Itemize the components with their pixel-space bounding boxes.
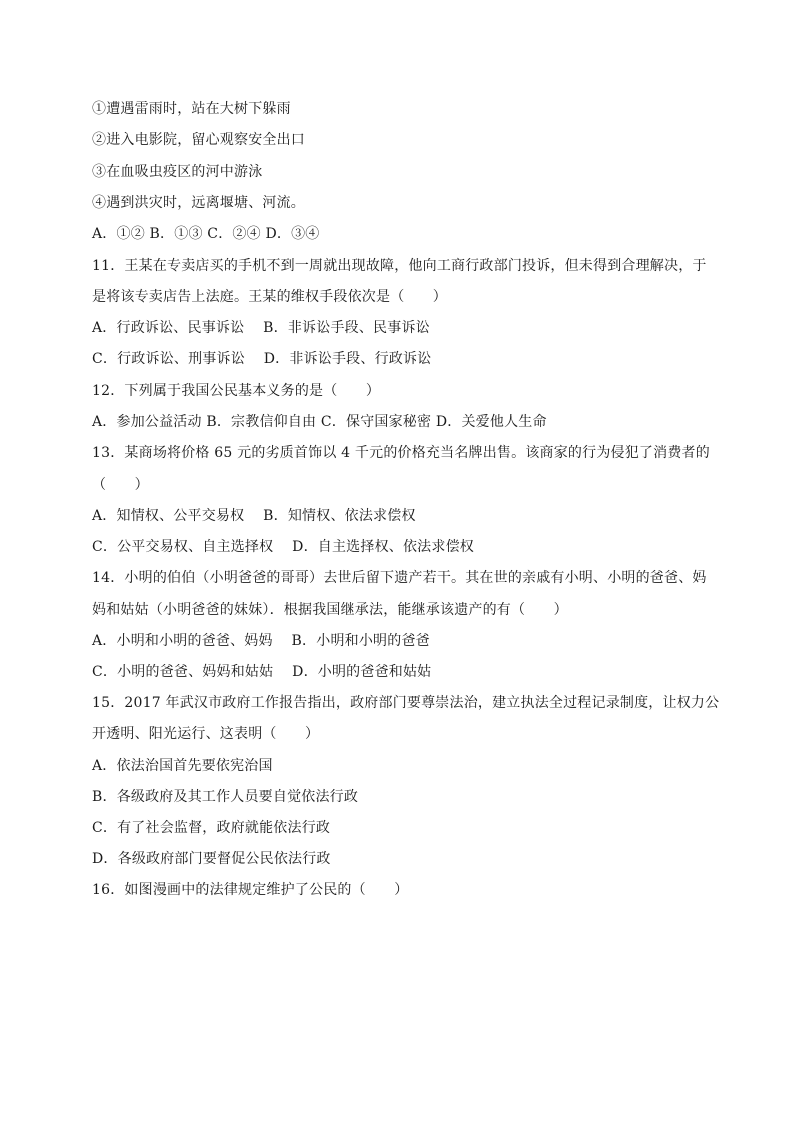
answer-options-11-row-1: A．行政诉讼、民事诉讼 B．非诉讼手段、民事诉讼	[92, 320, 430, 336]
question-16: 16．如图漫画中的法律规定维护了公民的（ ）	[92, 882, 409, 898]
option-line-2: ②进入电影院，留心观察安全出口	[92, 132, 305, 148]
answer-options-11-row-2: C．行政诉讼、刑事诉讼 D．非诉讼手段、行政诉讼	[92, 351, 432, 367]
question-11-line-1: 11．王某在专卖店买的手机不到一周就出现故障，他向工商行政部门投诉，但未得到合理解决，于	[92, 258, 707, 274]
answer-option-15-a: A．依法治国首先要依宪治国	[92, 758, 273, 774]
option-line-1: ①遭遇雷雨时，站在大树下躲雨	[92, 101, 291, 117]
question-12: 12．下列属于我国公民基本义务的是（ ）	[92, 383, 381, 399]
answer-options-13-row-2: C．公平交易权、自主选择权 D．自主选择权、依法求偿权	[92, 539, 474, 555]
answer-options-12: A．参加公益活动 B．宗教信仰自由 C．保守国家秘密 D．关爱他人生命	[92, 414, 547, 430]
answer-options-13-row-1: A．知情权、公平交易权 B．知情权、依法求偿权	[92, 508, 416, 524]
question-14-line-2: 妈和姑姑（小明爸爸的妹妹）．根据我国继承法，能继承该遗产的有（ ）	[92, 602, 568, 618]
answer-option-15-b: B．各级政府及其工作人员要自觉依法行政	[92, 789, 359, 805]
question-14-line-1: 14．小明的伯伯（小明爸爸的哥哥）去世后留下遗产若干。其在世的亲戚有小明、小明的爸爸、妈	[92, 570, 707, 586]
question-11-line-2: 是将该专卖店告上法庭。王某的维权手段依次是（ ）	[92, 289, 447, 305]
answer-option-15-d: D．各级政府部门要督促公民依法行政	[92, 851, 331, 867]
question-13-line-2: （ ）	[92, 477, 149, 493]
question-15-line-2: 开透明、阳光运行、这表明（ ）	[92, 726, 320, 742]
answer-options-10: A．①② B．①③ C．②④ D．③④	[92, 226, 320, 242]
answer-options-14-row-1: A．小明和小明的爸爸、妈妈 B．小明和小明的爸爸	[92, 633, 430, 649]
answer-option-15-c: C．有了社会监督，政府就能依法行政	[92, 820, 331, 836]
option-line-4: ④遇到洪灾时，远离堰塘、河流。	[92, 195, 305, 211]
answer-options-14-row-2: C．小明的爸爸、妈妈和姑姑 D．小明的爸爸和姑姑	[92, 664, 432, 680]
question-15-line-1: 15．2017 年武汉市政府工作报告指出，政府部门要尊崇法治，建立执法全过程记录制度，让权力公	[92, 695, 720, 711]
option-line-3: ③在血吸虫疫区的河中游泳	[92, 164, 263, 180]
question-13-line-1: 13．某商场将价格 65 元的劣质首饰以 4 千元的价格充当名牌出售。该商家的行为侵犯了消费者的	[92, 445, 710, 461]
